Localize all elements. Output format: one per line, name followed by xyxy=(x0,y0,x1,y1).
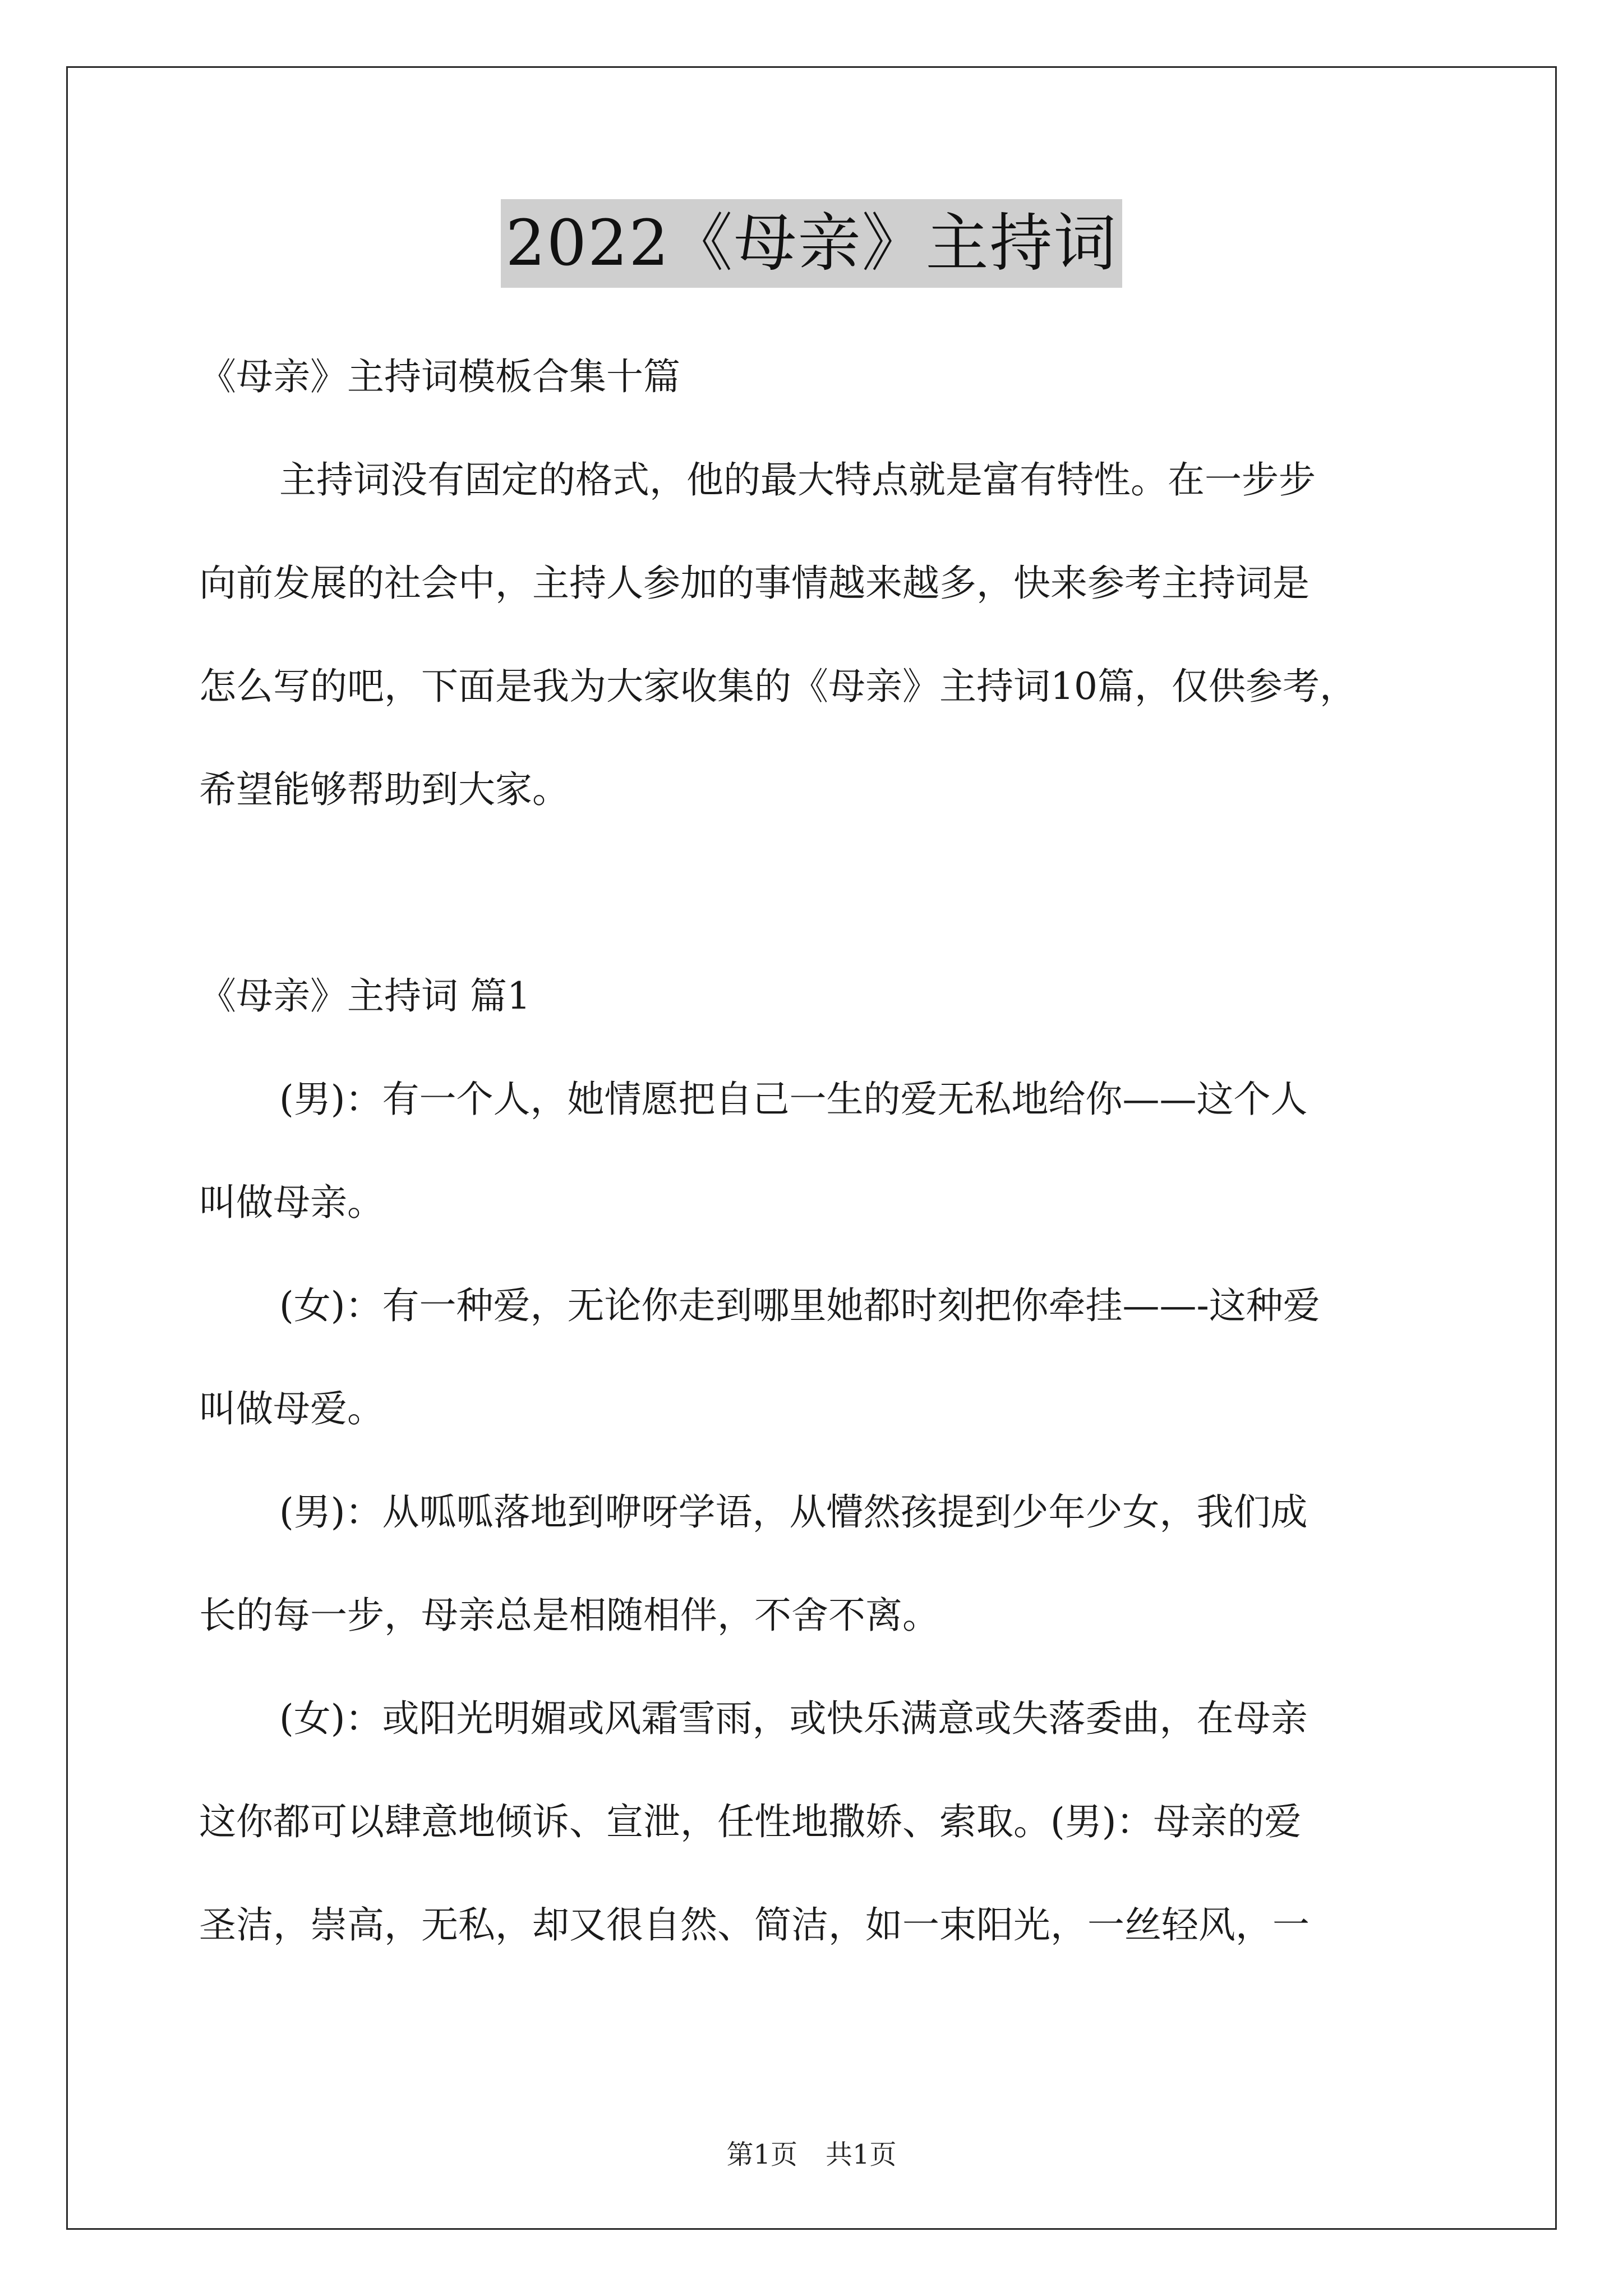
section-heading: 《母亲》主持词 篇1 xyxy=(199,974,531,1018)
document-body xyxy=(199,325,1433,1977)
body-line-7: (女)：或阳光明媚或风霜雪雨，或快乐满意或失落委曲，在母亲 xyxy=(279,1697,1308,1740)
body-line-2: 叫做母亲。 xyxy=(199,1181,384,1224)
page-number-current: 第1页 xyxy=(726,2139,797,2170)
body-line-8: 这你都可以肆意地倾诉、宣泄，任性地撒娇、索取。(男)：母亲的爱 xyxy=(199,1800,1302,1843)
page-number-total: 共1页 xyxy=(826,2139,897,2170)
intro-line-1: 主持词没有固定的格式，他的最大特点就是富有特性。在一步步 xyxy=(279,458,1316,501)
document-title: 2022《母亲》主持词 xyxy=(501,199,1122,288)
document-subtitle: 《母亲》主持词模板合集十篇 xyxy=(199,355,680,398)
body-line-3: (女)：有一种爱，无论你走到哪里她都时刻把你牵挂——-这种爱 xyxy=(279,1284,1320,1327)
paragraph-gap xyxy=(199,841,1433,945)
intro-line-2: 向前发展的社会中，主持人参加的事情越来越多，快来参考主持词是 xyxy=(199,562,1310,605)
intro-line-4: 希望能够帮助到大家。 xyxy=(199,768,569,811)
body-line-9: 圣洁，崇高，无私，却又很自然、简洁，如一束阳光，一丝轻风，一 xyxy=(199,1903,1310,1947)
body-line-1: (男)：有一个人，她情愿把自己一生的爱无私地给你——这个人 xyxy=(279,1078,1308,1121)
body-line-4: 叫做母爱。 xyxy=(199,1387,384,1430)
page-footer xyxy=(0,2135,1623,2174)
body-line-6: 长的每一步，母亲总是相随相伴，不舍不离。 xyxy=(199,1594,939,1637)
title-container xyxy=(0,199,1623,288)
intro-line-3: 怎么写的吧，下面是我为大家收集的《母亲》主持词10篇，仅供参考， xyxy=(199,665,1357,708)
body-line-5: (男)：从呱呱落地到咿呀学语，从懵然孩提到少年少女，我们成 xyxy=(279,1490,1308,1534)
